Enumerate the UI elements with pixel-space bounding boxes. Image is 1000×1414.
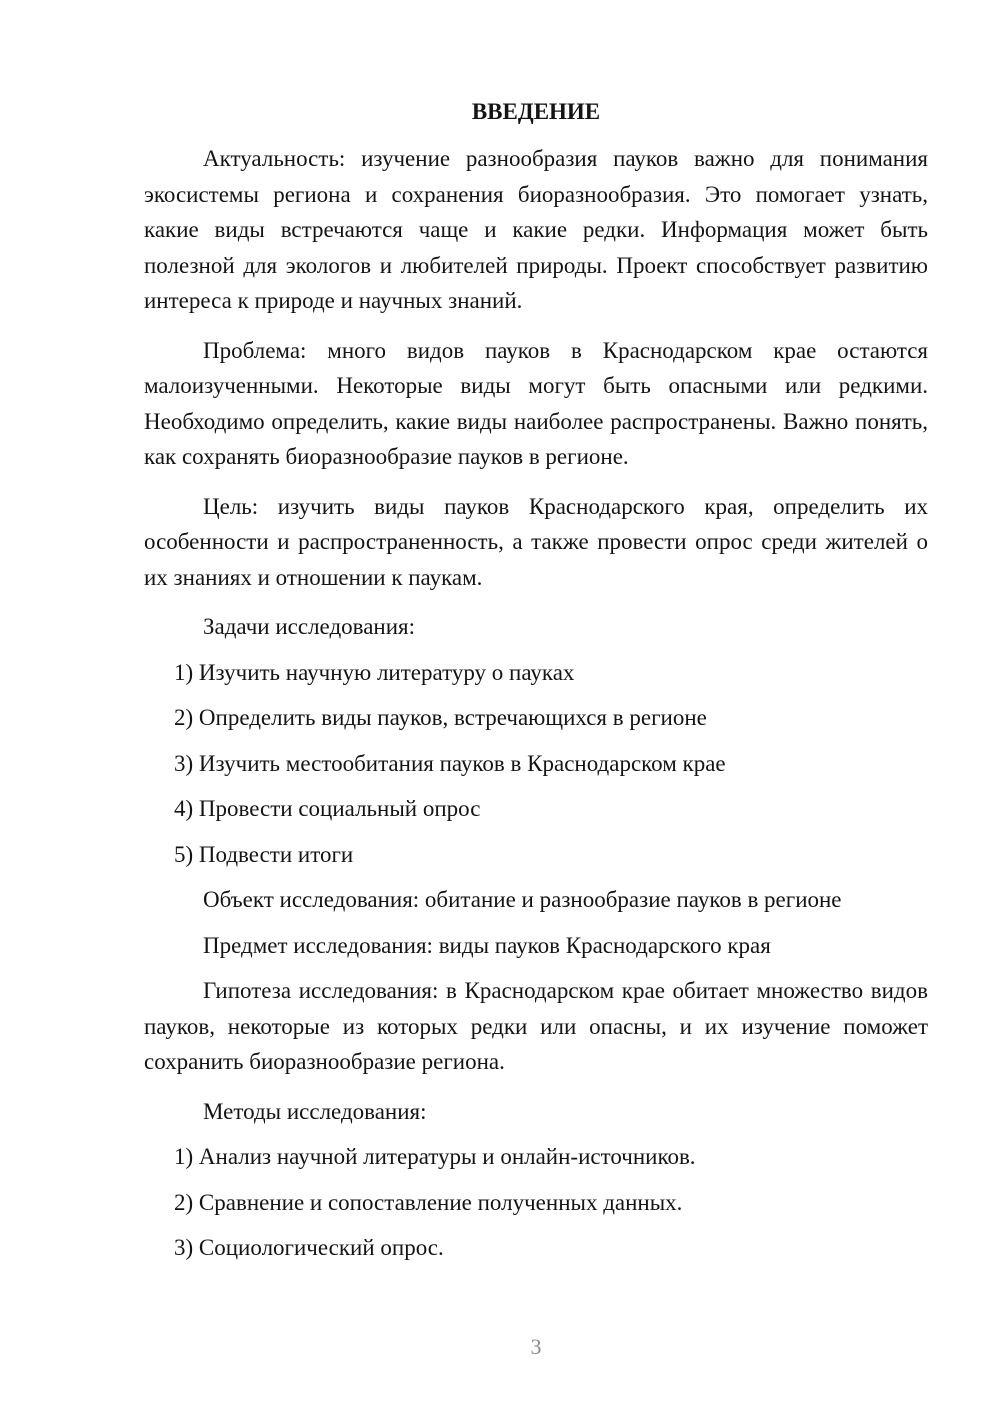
- list-item-task-1: 1) Изучить научную литературу о пауках: [174, 659, 575, 685]
- goal-paragraph: Цель: изучить виды пауков Краснодарского края, определить их особенности и распространенность, а также провести опрос среди жителей о их знаниях и отношении к паукам.: [144, 493, 928, 590]
- list-item-task-3: 3) Изучить местообитания пауков в Краснодарском крае: [174, 750, 726, 776]
- page-content: [144, 94, 928, 1276]
- list-item-task-2: 2) Определить виды пауков, встречающихся в регионе: [174, 705, 707, 730]
- research-object: Объект исследования: обитание и разнообразие пауков в регионе: [203, 887, 842, 912]
- hypothesis-paragraph: Гипотеза исследования: в Краснодарском крае обитает множество видов пауков, некоторые из которых редки или опасны, и их изучение поможет сохранить биоразнообразие региона.: [144, 978, 928, 1074]
- page-title: ВВЕДЕНИЕ: [471, 99, 601, 124]
- list-item-task-5: 5) Подвести итоги: [174, 841, 354, 867]
- relevance-paragraph: Актуальность: изучение разнообразия пауков важно для понимания экосистемы региона и сохранения биоразнообразия. Это помогает узнать, какие виды встречаются чаще и какие редки. Информация может быть полезной для экологов и любителей природы. Проект способствует развитию интереса к природе и научных знаний.: [144, 146, 928, 313]
- problem-paragraph: Проблема: много видов пауков в Краснодарском крае остаются малоизученными. Некоторые виды могут быть опасными или редкими. Необходимо определить, какие виды наиболее распространены. Важно понять, как сохранять биоразнообразие пауков в регионе.: [144, 337, 928, 469]
- page-number: 3: [530, 1334, 542, 1359]
- tasks-list: [144, 655, 928, 873]
- methods-list: [144, 1139, 928, 1266]
- list-item-task-4: 4) Провести социальный опрос: [174, 796, 481, 821]
- list-item-method-2: 2) Сравнение и сопоставление полученных данных.: [174, 1189, 683, 1215]
- tasks-heading: Задачи исследования:: [203, 614, 416, 639]
- list-item-method-3: 3) Социологический опрос.: [174, 1235, 444, 1260]
- list-item-method-1: 1) Анализ научной литературы и онлайн-источников.: [174, 1144, 696, 1169]
- research-subject: Предмет исследования: виды пауков Краснодарского края: [203, 932, 771, 958]
- methods-heading: Методы исследования:: [203, 1098, 427, 1124]
